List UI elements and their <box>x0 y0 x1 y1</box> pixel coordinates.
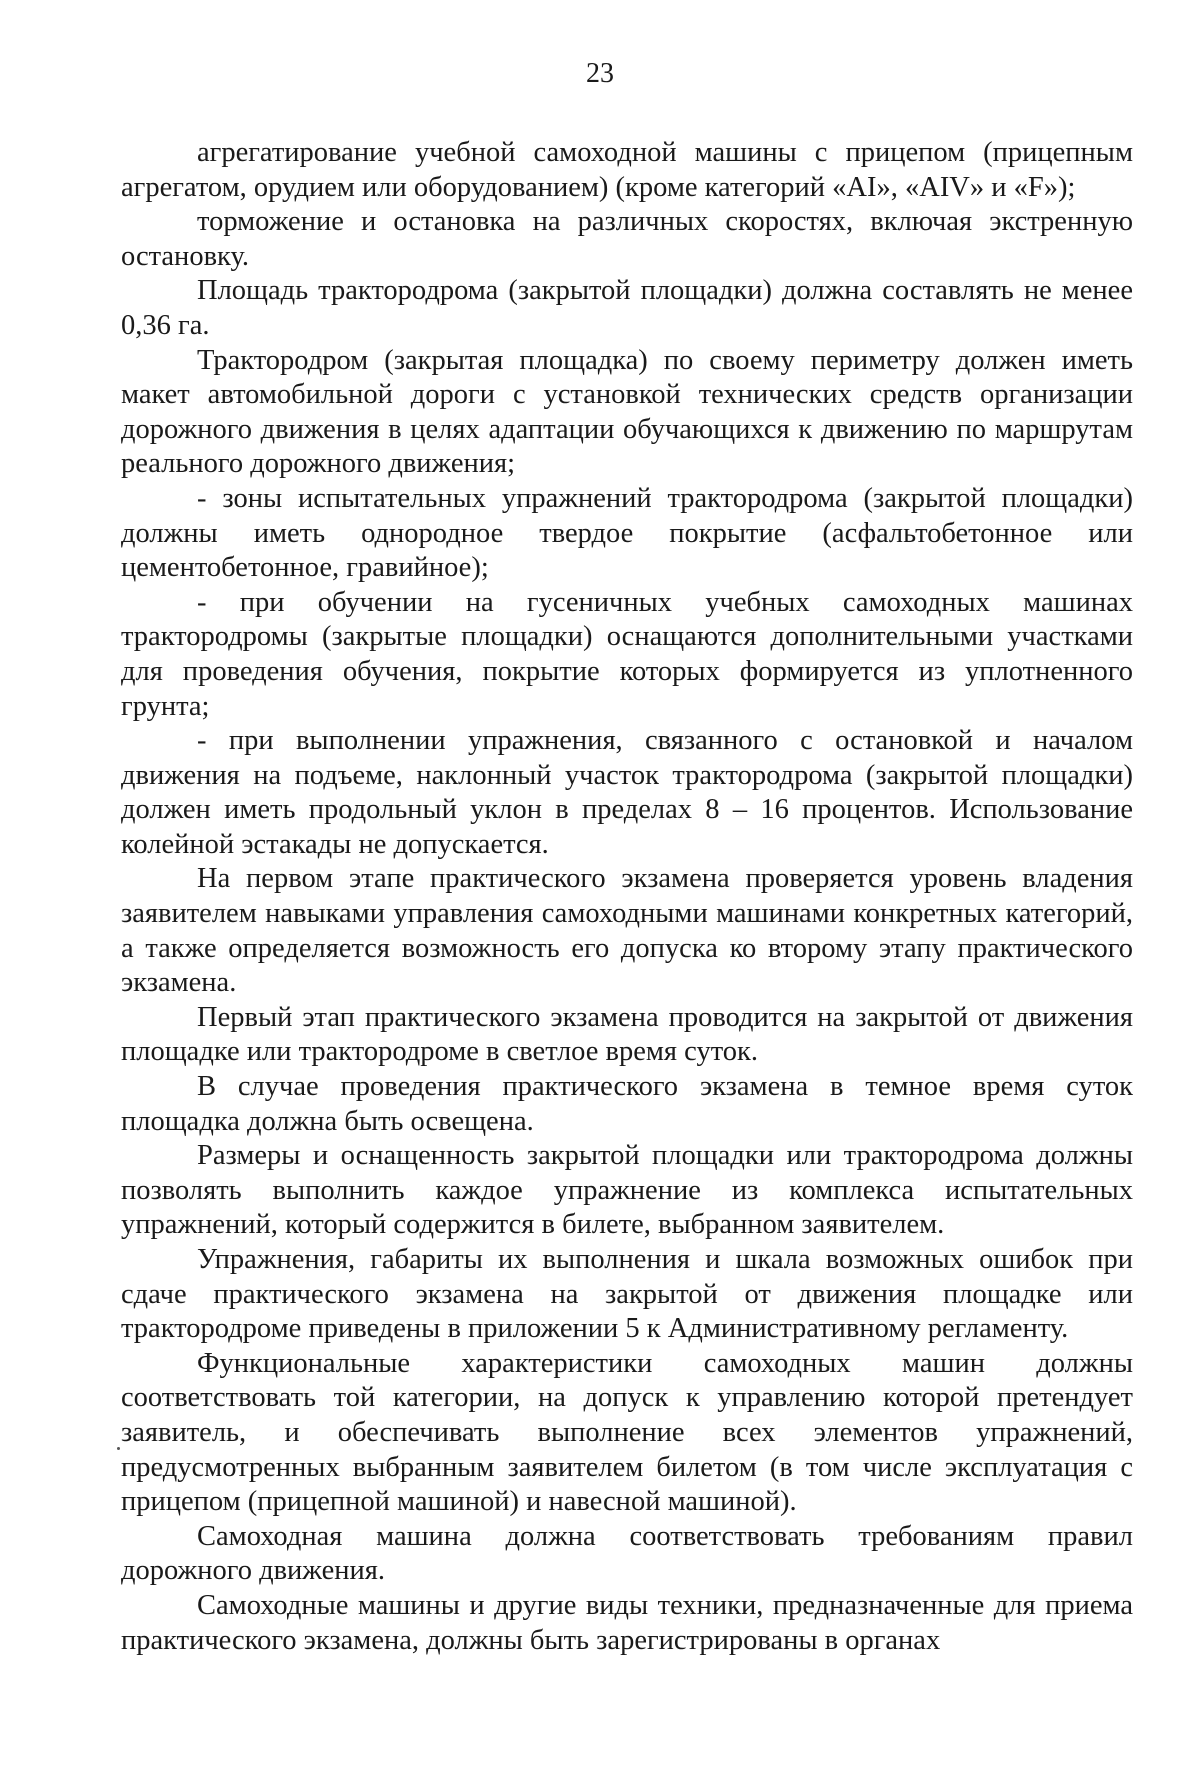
paragraph-9: Первый этап практического экзамена проводится на закрытой от движения площадке или трактородроме в светлое время суток. <box>121 1001 1133 1068</box>
scan-speck <box>117 1447 120 1450</box>
paragraph-5: - зоны испытательных упражнений трактородрома (закрытой площадки) должны иметь однородное твердое покрытие (асфальтобетонное или цементобетонное, гравийное); <box>121 482 1133 584</box>
paragraph-12: Упражнения, габариты их выполнения и шкала возможных ошибок при сдаче практического экзамена на закрытой от движения площадке или трактородроме приведены в приложении 5 к Административному регламенту. <box>121 1244 1133 1345</box>
paragraph-1: агрегатирование учебной самоходной машины с прицепом (прицепным агрегатом, орудием или оборудованием) (кроме категорий «AI», «AIV» и «F»); <box>121 137 1133 203</box>
paragraph-14: Самоходная машина должна соответствовать требованиям правил дорожного движения. <box>121 1520 1133 1587</box>
paragraph-7: - при выполнении упражнения, связанного с остановкой и началом движения на подъеме, наклонный участок трактородрома (закрытой площадки) должен иметь продольный уклон в пределах 8 – 16 процентов. Использование колейной эстакады не допускается. <box>121 725 1133 860</box>
document-body <box>121 136 1133 1658</box>
paragraph-3: Площадь трактородрома (закрытой площадки) должна составлять не менее 0,36 га. <box>121 275 1133 341</box>
paragraph-15: Самоходные машины и другие виды техники, предназначенные для приема практического экзамена, должны быть зарегистрированы в органах <box>121 1589 1133 1656</box>
paragraph-4: Трактородром (закрытая площадка) по своему периметру должен иметь макет автомобильной дороги с установкой технических средств организации дорожного движения в целях адаптации обучающихся к движению по маршрутам реального дорожного движения; <box>121 344 1133 480</box>
paragraph-6: - при обучении на гусеничных учебных самоходных машинах трактородромы (закрытые площадки) оснащаются дополнительными участками для проведения обучения, покрытие которых формируется из уплотненного грунта; <box>121 586 1133 722</box>
paragraph-2: торможение и остановка на различных скоростях, включая экстренную остановку. <box>121 206 1133 272</box>
paragraph-13: Функциональные характеристики самоходных машин должны соответствовать той категории, на допуск к управлению которой претендует заявитель, и обеспечивать выполнение всех элементов упражнений, предусмотренных выбранным заявителем билетом (в том числе эксплуатация с прицепом (прицепной машиной) и навесной машиной). <box>121 1347 1133 1518</box>
page-number: 23 <box>586 58 614 89</box>
paragraph-11: Размеры и оснащенность закрытой площадки или трактородрома должны позволять выполнить каждое упражнение из комплекса испытательных упражнений, который содержится в билете, выбранном заявителем. <box>121 1140 1133 1241</box>
paragraph-10: В случае проведения практического экзамена в темное время суток площадка должна быть освещена. <box>121 1071 1133 1137</box>
paragraph-8: На первом этапе практического экзамена проверяется уровень владения заявителем навыками управления самоходными машинами конкретных категорий, а также определяется возможность его допуска ко второму этапу практического экзамена. <box>121 863 1133 999</box>
